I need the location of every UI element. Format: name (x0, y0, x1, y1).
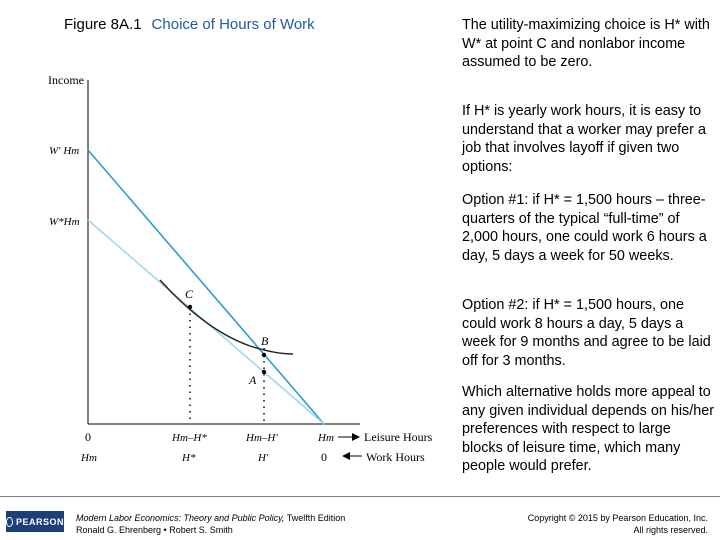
book-edition: Twelfth Edition (286, 513, 346, 523)
point-b-label: B (261, 334, 269, 348)
x-hm-minus-hstar: Hm–H* (172, 432, 207, 444)
x-hm-top: Hm (318, 432, 334, 444)
copyright-line: Copyright © 2015 by Pearson Education, Inc. (527, 513, 708, 523)
x-hm-minus-hprime: Hm–H′ (246, 432, 278, 444)
point-a-dot (262, 370, 266, 374)
paragraph-option-1: Option #1: if H* = 1,500 hours – three-quarters of the typical “full-time” of 2,000 hours, one could work 6 hours a day, 5 days a week for 50 weeks. (462, 192, 707, 264)
book-authors: Ronald G. Ehrenberg • Robert S. Smith (76, 525, 233, 535)
pearson-mark-icon (6, 517, 13, 527)
paragraph-conclusion: Which alternative holds more appeal to any given individual depends on his/her preferences with respect to large blocks of leisure time, which many people would prefer. (462, 384, 715, 475)
copyright-notice (528, 512, 708, 536)
steep-budget-line (88, 150, 324, 424)
indifference-curve (160, 280, 293, 354)
work-hours-label: Work Hours (366, 450, 425, 464)
x-origin-label: 0 (85, 430, 91, 444)
rights-line: All rights reserved. (633, 525, 708, 535)
x-hm-bottom: Hm (81, 452, 97, 464)
x-zero-bottom: 0 (321, 450, 327, 464)
point-c-label: C (185, 287, 194, 301)
work-arrow-head (342, 452, 350, 460)
book-title: Modern Labor Economics: Theory and Public Policy, (76, 513, 285, 523)
leisure-arrow-head (352, 433, 360, 441)
paragraph-utility-choice: The utility-maximizing choice is H* with W* at point C and nonlabor income assumed to be zero. (462, 17, 710, 71)
leisure-hours-label: Leisure Hours (364, 430, 433, 444)
y-tick-wstar-hm: W*Hm (49, 216, 80, 228)
pearson-logo-text: PEARSON (15, 516, 64, 527)
paragraph-option-2: Option #2: if H* = 1,500 hours, one could work 8 hours a day, 5 days a week for 9 months and agree to be laid off for 3 months. (462, 297, 711, 369)
point-c-dot (188, 305, 192, 309)
x-hstar-bottom: H* (182, 452, 196, 464)
y-tick-wprime-hm: W′ Hm (49, 145, 80, 157)
paragraph-layoff-preference: If H* is yearly work hours, it is easy to understand that a worker may prefer a job that involves layoff if given two options: (462, 103, 706, 175)
figure-number: Figure 8A.1 (64, 16, 142, 33)
footer-divider (0, 496, 720, 497)
y-axis-label: Income (48, 73, 84, 87)
book-citation (76, 512, 345, 536)
figure-name: Choice of Hours of Work (151, 16, 315, 33)
pearson-logo (6, 511, 64, 532)
point-a-label: A (249, 373, 257, 387)
x-hprime-bottom: H′ (258, 452, 269, 464)
point-b-dot (262, 353, 266, 357)
